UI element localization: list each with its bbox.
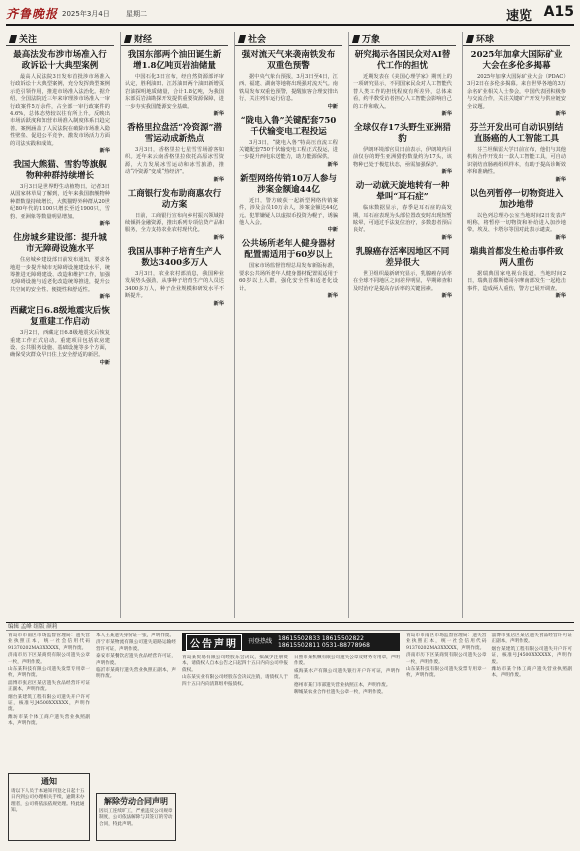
column-head: [349, 32, 456, 46]
article: [463, 50, 570, 118]
article-title: 我国东部两个油田诞生新增1.8亿吨页岩油储量: [127, 50, 222, 71]
article-title: 2025年加拿大国际矿业大会在多伦多揭幕: [470, 50, 563, 71]
banner-phones: [278, 635, 370, 650]
article-body: 伊朗环境部官员日前表示，伊朗境内目前仅存的野生亚洲猎豹数量约为17头，该物种已处于极危状态，亟需加强保护。: [353, 147, 452, 168]
notice-item: 淄博市张店区某店遗失食品经营许可证正副本，声明作废。: [491, 633, 572, 645]
article-body: 3月3日，“陇电入鲁”特高压直流工程关键配套750千伏输变电工程正式投运，进一步提升西电东送能力，助力能源保供。: [239, 139, 338, 161]
notice-item: 烟台某建筑工程有限公司遗失开户许可证，核准号J4500XXXXXX，声明作废。: [491, 646, 572, 665]
notice-item: 青岛市市南区市场监督管理局：遗失营业执照正本，统一社会信用代码91370202MA3XXXXX，声明作废。: [8, 633, 90, 651]
article: [463, 123, 570, 184]
article-source: 新华: [213, 176, 224, 183]
article: [235, 50, 342, 111]
notice-item: 青岛某贸易有限公司经股东会决议，拟减少注册资本，请债权人自本公告之日起四十五日内向公司申报债权。: [182, 655, 288, 673]
article-source: 新华: [327, 293, 338, 300]
article-body: 最高人民法院3日发布首批涉市场准入行政诉讼十大典型案例，充分发挥典型案例示范引领作用，推进市场准入法治化。据介绍，全国法院近三年来审理涉市场准入一审行政案件5万余件，占全部一审行政案件的4.6%，总体态势较以往有所上升。反映出市场活跃度和知营市场准入制度体系日趋完善。案例涵盖了人民法院在破除市场准入隐性壁垒、促进公平竞争、激发市场活力方面的司法实践和成效。: [10, 74, 110, 147]
column-head: [463, 32, 570, 46]
notice-item: 淄博市张店区某店遗失食品经营许可证正副本，声明作废。: [8, 680, 90, 693]
article-source: 中新: [99, 359, 110, 366]
article-source: 新华: [213, 111, 224, 118]
article: [463, 189, 570, 242]
notice-item: 泰安市某餐饮店遗失食品经营许可证，声明作废。: [96, 654, 176, 666]
notice-item: 临沂市某商行遗失营业执照正副本，声明作废。: [96, 668, 176, 680]
article-title: 香格里拉盘活“冷资源”潜雪运动成新热点: [127, 123, 222, 145]
article-body: 3月3日，香格里拉七星雪雪场游客如织。近年来云南香格里拉依托高原冰雪资源，大力发展冰雪运动和冰雪旅游，推动“冷资源”变成“热经济”。: [125, 147, 224, 176]
page-number: A15: [543, 4, 574, 20]
service-box-body: 因员工连续旷工，严重违反公司规章制度，公司依法解除与其签订的劳动合同，特此声明。: [99, 809, 173, 827]
article-source: 新华: [555, 111, 566, 118]
article-title: 新型网络传销10万人参与涉案金额逾44亿: [240, 173, 337, 195]
article: [121, 50, 228, 118]
article-body: 3月2日，西藏定日6.8级地震灾后恢复重建工作正式启动。重建项目包括农房建设、公共服务设施、基础设施等多个方面，确保受灾群众早日住上安全舒适的新居。: [10, 330, 110, 359]
issue-day: 星期二: [126, 10, 147, 18]
article-body: 以色列总理办公室当地时间2日发表声明称，将暂停一切物资和补给进入加沙地带。埃及、卡塔尔等国对此表示谴责。: [467, 212, 566, 234]
banner-label: 刊登热线: [248, 638, 273, 646]
section-marker-icon: [466, 35, 474, 43]
notice-item: 山东某实业有限公司经股东会决议注销，请债权人于四十五日内向清算组申报债权。: [182, 675, 288, 687]
article-source: 新华: [441, 293, 452, 300]
article-body: 据瑞典国家电视台报道，当地时间2日，瑞典首都斯德哥尔摩南部发生一起枪击事件，造成两人重伤，警方已展开调查。: [467, 270, 566, 292]
article-title: 瑞典首都发生枪击事件致两人重伤: [469, 246, 564, 268]
center-notices: [182, 655, 400, 845]
article-title: 乳腺癌存活率因地区不同差异很大: [355, 246, 450, 268]
article-source: 新华: [99, 221, 110, 228]
article: [121, 123, 228, 184]
masthead: [6, 4, 574, 26]
section-marker-icon: [238, 35, 246, 43]
notice-box-body: 请以下人员于本通知刊登之日起十五日内到公司办理相关手续，逾期未办理者，公司将依法依规处理。特此通知。: [11, 789, 85, 814]
article: [349, 123, 456, 176]
article-source: 新华: [555, 176, 566, 183]
article-body: 世卫组织最新研究显示，乳腺癌存活率在全球不同地区之间差异明显，早期筛查和及时治疗是提高存活率的关键因素。: [353, 270, 452, 292]
notice-item: 潍坊市某个体工商户遗失营业执照副本，声明作废。: [8, 714, 90, 727]
article-title: 强对流天气来袭南铁发布双重色预警: [241, 50, 336, 71]
article-source: 新华: [441, 111, 452, 118]
banner-title: 公告声明: [186, 634, 242, 651]
notice-box: [8, 773, 90, 841]
article: [235, 116, 342, 169]
article-source: 新华: [441, 169, 452, 176]
article-body: 近期发表在《美国心理学家》期刊上的一项研究显示，不同国家民众对人工智能代替人类工作的担忧程度有所差异，总体来看，约半数受访者担心人工智能会影响自己的工作和收入。: [353, 74, 452, 110]
article-body: 日前，工商银行宣布向乡村振兴领域持续倾斜金融资源，推出系列专项信贷产品和服务，全力支持农业农村现代化。: [125, 212, 224, 234]
notice-item: 日照市某机械有限公司遗失公章及财务专用章，声明作废。: [294, 655, 400, 667]
article-title: 最高法发布涉市场准入行政诉讼十大典型案例: [13, 50, 107, 71]
notice-item: 济宁市某物流有限公司遗失道路运输经营许可证，声明作废。: [96, 640, 176, 652]
article-title: 西藏定日6.8级地震灾后恢复重建工作启动: [10, 306, 110, 328]
column-3: [348, 32, 456, 618]
section-marker-icon: [124, 35, 132, 43]
notice-item: 潍坊市某个体工商户遗失营业执照副本，声明作废。: [491, 667, 572, 679]
article-title: 工商银行发布助商惠农行动方案: [127, 188, 222, 210]
article: [6, 160, 114, 228]
article-title: 以色列暂停一切物资进入加沙地带: [469, 188, 564, 210]
column-title: 万象: [362, 35, 381, 45]
article-body: 国家市场监督管理总局发布新版标准，要求公共场所老年人健身器材配置需适用于60岁以上人群，强化安全性和适老化设计。: [239, 263, 338, 292]
article-source: 新华: [327, 161, 338, 168]
article: [235, 174, 342, 235]
article-source: 新华: [213, 300, 224, 307]
notice-item: 聊城某农业合作社遗失公章一枚，声明作废。: [294, 690, 386, 696]
article-body: 住房城乡建设部日前发布通知，要求各地进一步提升城市无障碍设施建设水平，统筹推进无障碍建设、改造和维护工作，加强无障碍设施与适老化改造统筹推进，提升公共空间的安全性、便捷性和舒适性。: [10, 257, 110, 293]
column-title: 社会: [248, 35, 267, 45]
article-source: 新华: [555, 234, 566, 241]
issue-date: 2025年3月4日: [62, 10, 110, 18]
column-head: [6, 32, 114, 46]
article: [121, 247, 228, 308]
notice-item: 山东某科技有限公司遗失发票专用章一枚，声明作废。: [406, 667, 487, 679]
section-title: 速览: [505, 9, 532, 24]
column-head: [235, 32, 342, 46]
article-body: 3月3日，农业农村部消息，我国种业发展势头强劲，从事种子培育生产的人员达3400多万人，种子企业规模和研发水平不断提升。: [125, 270, 224, 300]
article-title: 动一动就天旋地转有一种晕叫“耳石症”: [355, 181, 450, 203]
column-head: [121, 32, 228, 46]
column-title: 环球: [476, 35, 495, 45]
article: [349, 50, 456, 118]
column-1: [120, 32, 228, 618]
column-0: [6, 32, 114, 618]
newspaper-logo: 齐鲁晚报: [6, 7, 59, 21]
column-title: 关注: [19, 35, 38, 45]
section-marker-icon: [9, 35, 17, 43]
article-title: “陇电入鲁”关键配套750千伏输变电工程投运: [240, 115, 337, 137]
article-body: 据中央气象台预报，3月3日至4日，江西、福建、湖南等地将出现强对流天气。南铁局发布双重色预警，提醒旅客合理安排出行，关注列车运行信息。: [239, 74, 338, 103]
ad-banner: [182, 633, 400, 651]
article: [349, 181, 456, 242]
article-title: 我国大熊猫、雪豹等旗舰物种种群持续增长: [13, 160, 107, 182]
notice-item: 山东某科技有限公司遗失发票专用章一枚，声明作废。: [8, 667, 90, 679]
article-source: 新华: [213, 234, 224, 241]
article: [121, 189, 228, 242]
banner-phone-2: 18615502811 0531-88778968: [278, 642, 370, 649]
article-source: 新华: [555, 293, 566, 300]
article-title: 我国从事种子培育生产人数达3400多万人: [127, 246, 222, 268]
article-body: 2025年加拿大国际矿业大会（PDAC）3月2日在多伦多揭幕。来自世界各地的3万余名矿业相关人士参会，中国代表团积极参与交流合作，关注关键矿产开发与供应链安全议题。: [467, 74, 566, 110]
notice-item: 威海某水产有限公司遗失银行开户许可证，声明作废。: [294, 668, 400, 681]
article: [6, 50, 114, 155]
article-source: 中新: [327, 103, 338, 110]
notice-item: 烟台某建筑工程有限公司遗失开户许可证，核准号J4500XXXXXX，声明作废。: [8, 694, 90, 713]
article-title: 研究揭示各国民众对AI替代工作的担忧: [354, 50, 451, 71]
article-title: 芬兰开发出可自动识别结直肠癌的人工智能工具: [469, 123, 564, 145]
notice-item: 济南市历下区某商贸有限公司遗失公章一枚，声明作废。: [406, 653, 487, 665]
right-notices: [406, 633, 572, 845]
editor-credit: 编辑 孟峰 组版 颜莉: [6, 623, 574, 631]
article-body: 临床数据显示，春季是耳石症的高发期，耳石症表现为头部位置改变时出现短暂眩晕，可通过手法复位治疗，多数患者预后良好。: [353, 205, 452, 234]
article: [6, 233, 114, 301]
article-source: 中新: [327, 227, 338, 234]
article: [235, 239, 342, 300]
article-body: 近日，警方破获一起新型网络传销案件，涉及会员10万余人，涉案金额达44亿元。犯罪嫌疑人以虚拟币投资为幌子，诱骗他人入会。: [239, 197, 338, 227]
column-2: [234, 32, 342, 618]
article-body: 芬兰坦佩雷大学日前宣布，他们与其他机构合作开发出一款人工智能工具，可自动识别结直肠癌组织样本，有助于提高诊断效率和准确性。: [467, 147, 566, 176]
service-box: [96, 793, 176, 841]
article: [6, 306, 114, 367]
notice-box-title: 通知: [41, 776, 57, 786]
article-source: 新华: [441, 234, 452, 241]
notices-section: [6, 622, 574, 846]
notice-item: 德州市某门市部遗失营业执照正本，声明作废。: [294, 682, 391, 688]
article-body: 中国石化3日宣布，经自然资源部评审认定，胜利油田、江苏油田两个油田新增页岩油探明地质储量，合计1.8亿吨，为我国东部页岩油勘探开发提供重要资源保障，进一步夯实我国能源安全基础。: [125, 74, 224, 110]
article-source: 新华: [99, 294, 110, 301]
column-title: 财经: [134, 35, 153, 45]
article: [349, 247, 456, 300]
banner-phone-1: 18615502833 18615502822: [278, 634, 364, 642]
article-body: 3月3日是世界野生动植物日。记者3日从国家林草局了解到，近年来我国旗舰物种种群数量持续增长，大熊猫野外种群从20世纪80年代的1100只增长至近1900只，雪豹、亚洲象等数量明显增加。: [10, 184, 110, 220]
notice-item: 本人王某遗失身份证一张，声明作废。: [96, 633, 175, 638]
service-box-title: 解除劳动合同声明: [104, 796, 168, 806]
article-source: 新华: [99, 148, 110, 155]
article-title: 公共场所老年人健身器材配置需适用于60岁以上: [241, 239, 336, 261]
section-marker-icon: [352, 35, 360, 43]
notice-item: 青岛市市南区市场监督管理局：遗失营业执照正本，统一社会信用代码91370202MA3XXXXX，声明作废。: [406, 633, 487, 651]
article-title: 全球仅存17头野生亚洲猎豹: [354, 123, 451, 145]
article: [463, 247, 570, 300]
column-4: [462, 32, 570, 618]
article-title: 住房城乡建设部：提升城市无障碍设施水平: [13, 233, 107, 255]
notice-item: 济南市历下区某商贸有限公司遗失公章一枚，声明作废。: [8, 653, 90, 665]
